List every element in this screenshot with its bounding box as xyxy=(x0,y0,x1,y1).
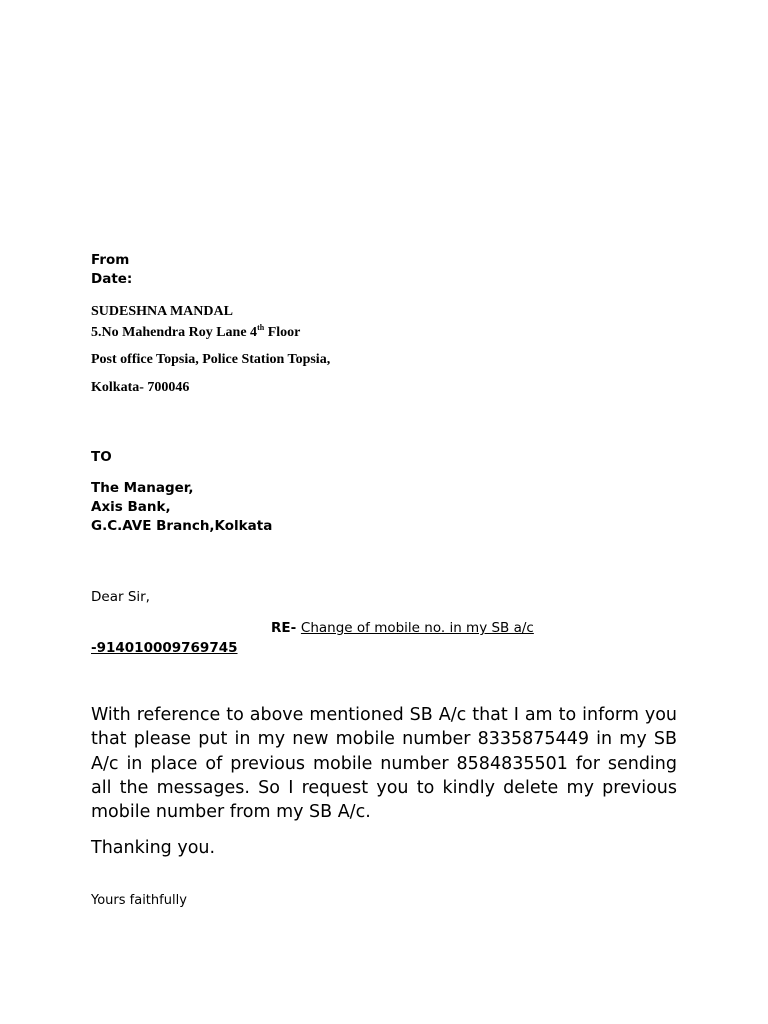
from-label: From xyxy=(91,252,130,268)
subject-account-number: -914010009769745 xyxy=(91,640,238,656)
sender-name: SUDESHNA MANDAL xyxy=(91,304,233,319)
address-line1-superscript: th xyxy=(257,323,265,332)
sender-address-line1 xyxy=(91,325,300,341)
closing-line: Yours faithfully xyxy=(91,893,187,908)
thanks-line: Thanking you. xyxy=(91,838,216,858)
sender-address-line2: Post office Topsia, Police Station Topsia, xyxy=(91,352,331,367)
to-label: TO xyxy=(91,449,112,465)
date-label: Date: xyxy=(91,271,133,287)
sender-address-line3: Kolkata- 700046 xyxy=(91,380,190,395)
subject-prefix: RE- xyxy=(271,620,301,636)
subject-line xyxy=(271,620,534,636)
letter-body: With reference to above mentioned SB A/c that I am to inform you that please put in my new mobile number 8335875449 in my SB A/c in place of previous mobile number 8584835501 for sending all the messages. So I request you to kindly delete my previous mobile number from my SB A/c. xyxy=(91,705,677,823)
subject-text: Change of mobile no. in my SB a/c xyxy=(300,620,534,636)
salutation: Dear Sir, xyxy=(91,589,150,605)
recipient-block xyxy=(91,479,272,536)
address-line1-text: 5.No Mahendra Roy Lane 4 xyxy=(91,325,258,340)
recipient-line2: Axis Bank, xyxy=(91,499,171,515)
recipient-line1: The Manager, xyxy=(91,480,194,496)
recipient-line3: G.C.AVE Branch,Kolkata xyxy=(91,518,273,534)
address-line1-suffix: Floor xyxy=(264,325,301,340)
